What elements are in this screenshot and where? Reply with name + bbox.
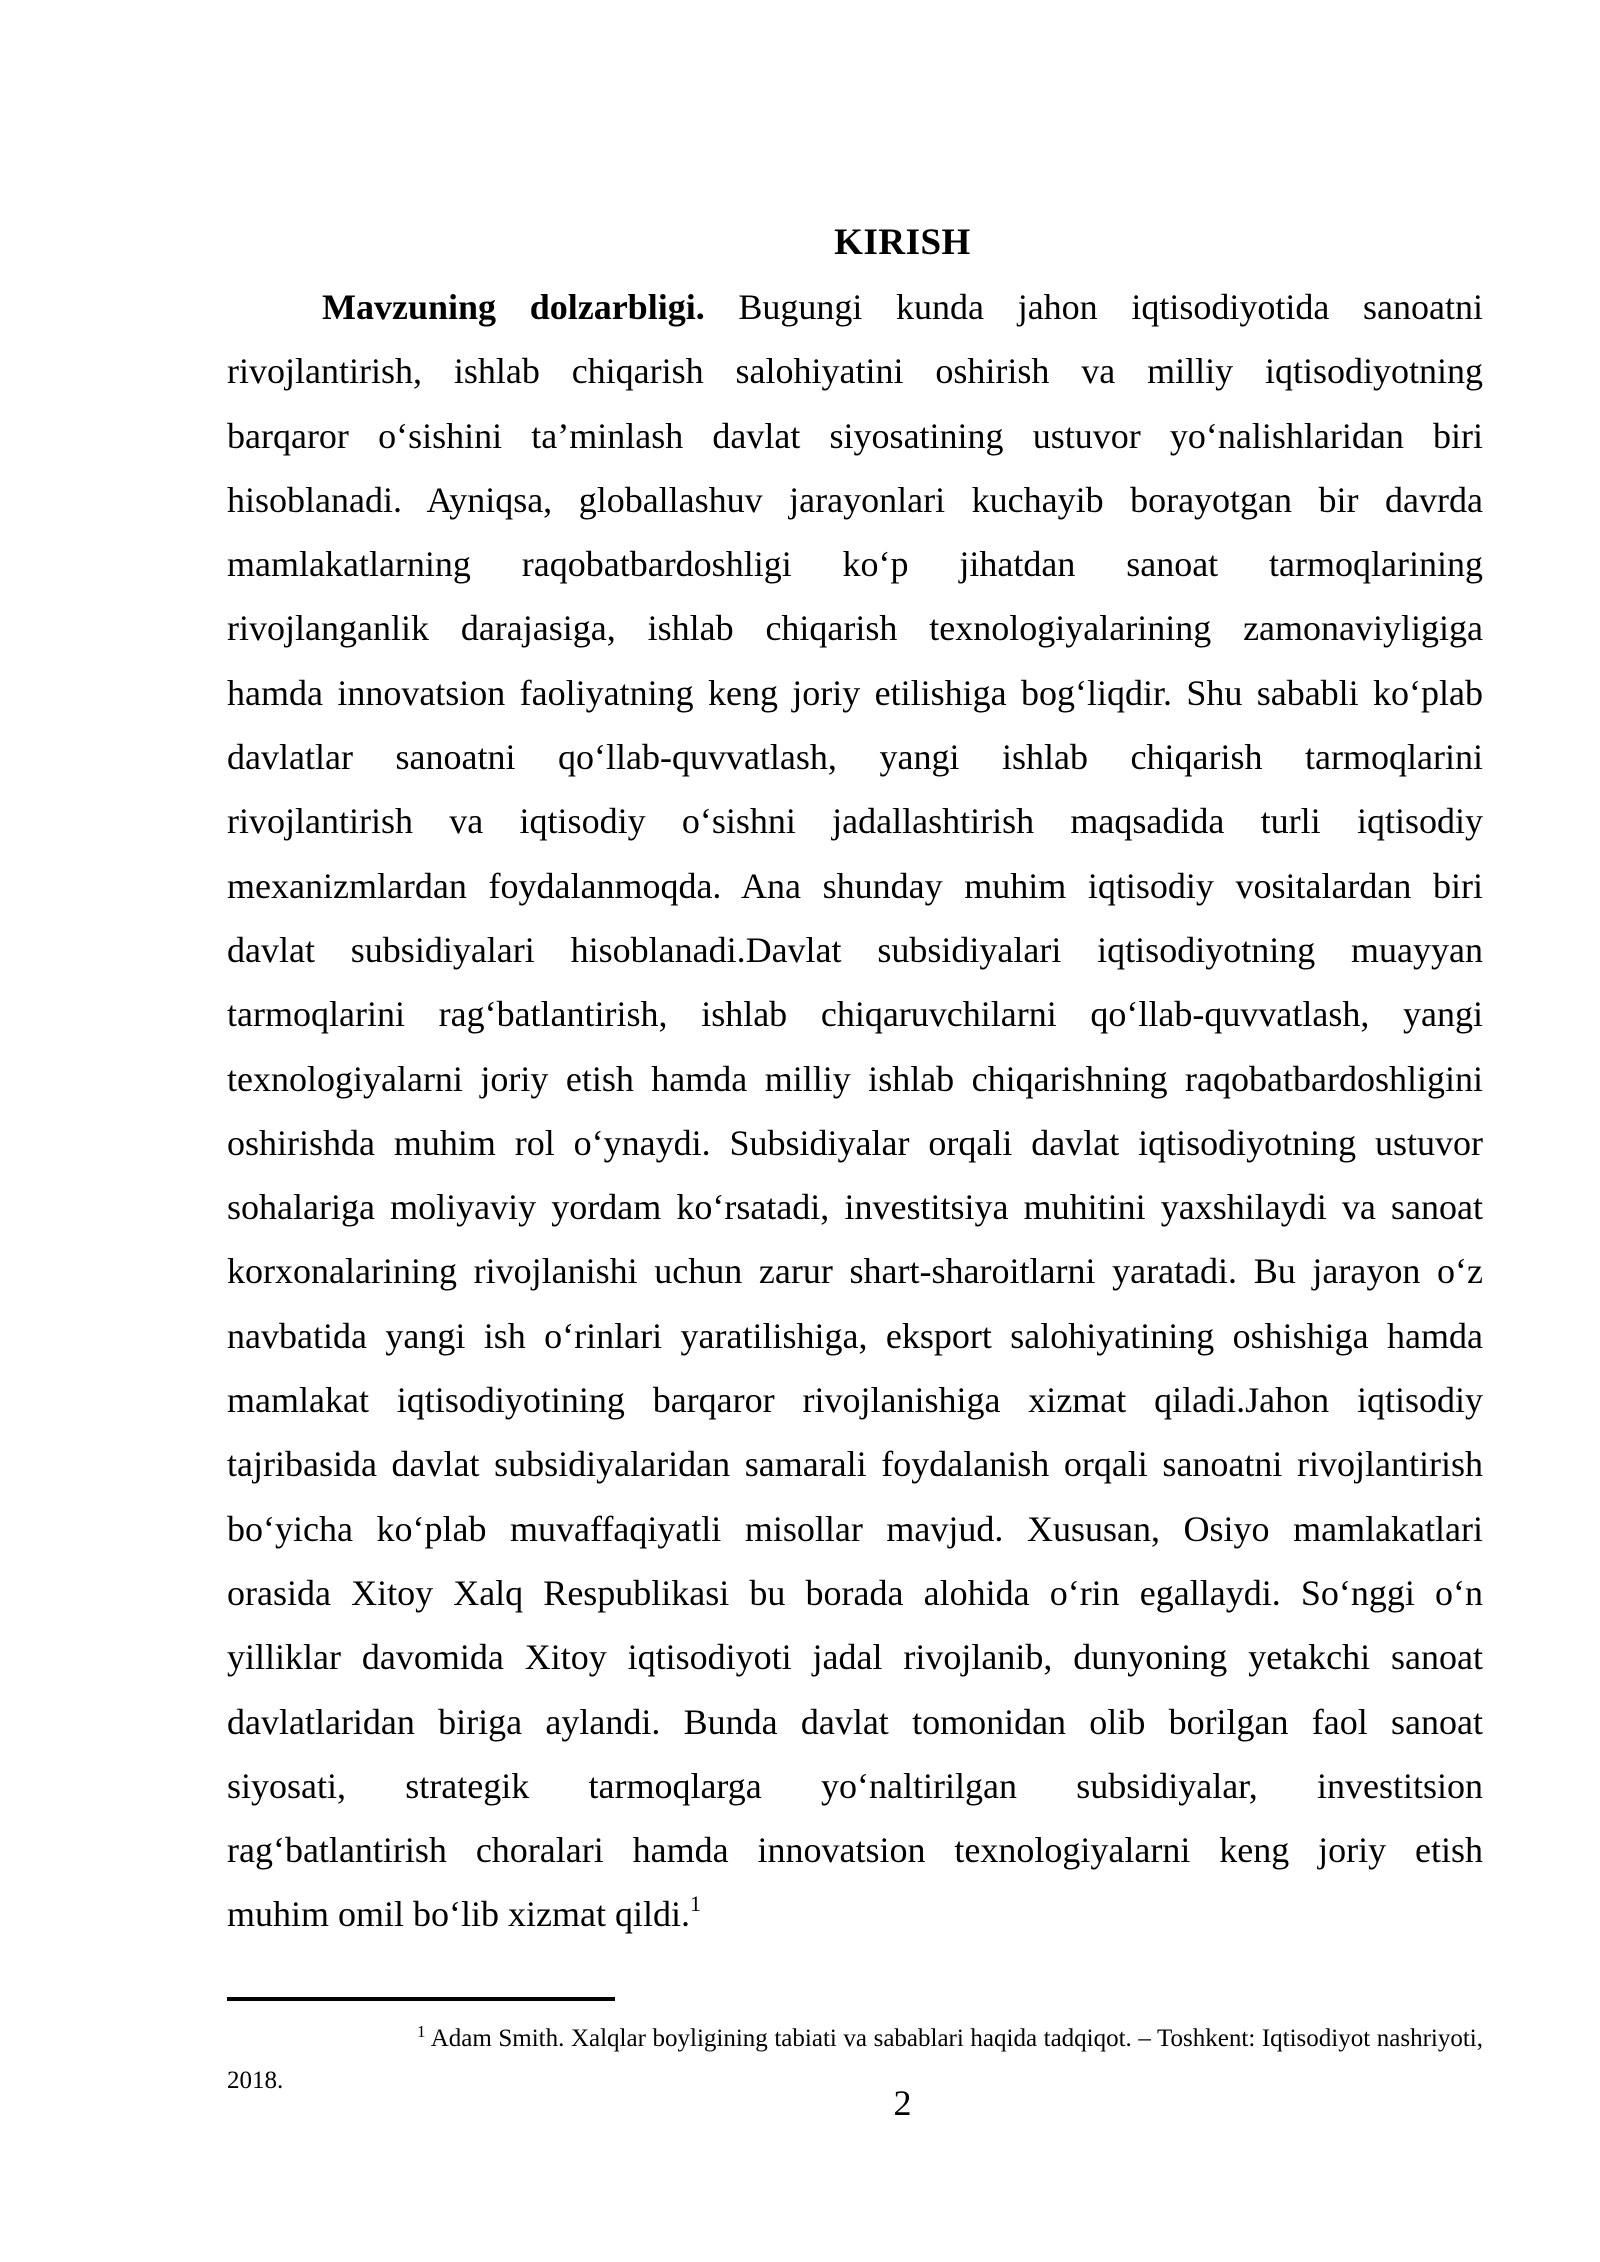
paragraph-line: rag‘batlantirish choralari hamda innovatsion texnologiyalarni keng joriy etish — [227, 1830, 1483, 1871]
paragraph-line-last: muhim omil bo‘lib xizmat qildi.1 — [227, 1891, 701, 1935]
paragraph-line: texnologiyalarni joriy etish hamda milliy ishlab chiqarishning raqobatbardoshligini — [227, 1058, 1483, 1099]
first-line-rest: Bugungi kunda jahon iqtisodiyotida sanoatni — [738, 287, 1483, 327]
footnote-text: Adam Smith. Xalqlar boyligining tabiati va sabablari haqida tadqiqot. – Toshkent: Iqtisodiyot nashriyoti, — [430, 2025, 1483, 2052]
paragraph-line: hamda innovatsion faoliyatning keng joriy etilishiga bog‘liqdir. Shu sababli ko‘plab — [227, 672, 1483, 713]
page-title: KIRISH — [834, 222, 971, 263]
paragraph-line: hisoblanadi. Ayniqsa, globallashuv jarayonlari kuchayib borayotgan bir davrda — [227, 479, 1483, 520]
intro-paragraph — [227, 275, 1483, 1947]
paragraph-line: oshirishda muhim rol o‘ynaydi. Subsidiyalar orqali davlat iqtisodiyotning ustuvor — [227, 1122, 1483, 1163]
paragraph-line: mamlakat iqtisodiyotining barqaror rivojlanishiga xizmat qiladi.Jahon iqtisodiy — [227, 1380, 1483, 1421]
paragraph-line: mamlakatlarning raqobatbardoshligi ko‘p jihatdan sanoat tarmoqlarining — [227, 544, 1483, 585]
paragraph-line: navbatida yangi ish o‘rinlari yaratilishiga, eksport salohiyatining oshishiga hamda — [227, 1315, 1483, 1356]
bold-lead: Mavzuning dolzarbligi. — [322, 287, 705, 327]
paragraph-line: korxonalarining rivojlanishi uchun zarur shart-sharoitlarni yaratadi. Bu jarayon o‘z — [227, 1251, 1483, 1292]
paragraph-line: orasida Xitoy Xalq Respublikasi bu borada alohida o‘rin egallaydi. So‘nggi o‘n — [227, 1572, 1483, 1613]
paragraph-line-first — [227, 275, 1483, 339]
footnote-line-2: 2018. — [227, 2067, 284, 2094]
footnote-separator — [227, 1997, 615, 2001]
paragraph-line: mexanizmlardan foydalanmoqda. Ana shunday muhim iqtisodiy vositalardan biri — [227, 865, 1483, 906]
paragraph-line: barqaror o‘sishini ta’minlash davlat siyosatining ustuvor yo‘nalishlaridan biri — [227, 415, 1483, 456]
footnote-line-1: 1 Adam Smith. Xalqlar boyligining tabiati va sabablari haqida tadqiqot. – Toshkent: Iqtisodiyot nashriyoti, — [417, 2022, 1483, 2052]
paragraph-line: bo‘yicha ko‘plab muvaffaqiyatli misollar mavjud. Xususan, Osiyo mamlakatlari — [227, 1508, 1483, 1549]
paragraph-line: davlat subsidiyalari hisoblanadi.Davlat subsidiyalari iqtisodiyotning muayyan — [227, 929, 1483, 970]
paragraph-line: sohalariga moliyaviy yordam ko‘rsatadi, investitsiya muhitini yaxshilaydi va sanoat — [227, 1187, 1483, 1228]
paragraph-line: rivojlanganlik darajasiga, ishlab chiqarish texnologiyalarining zamonaviyligiga — [227, 608, 1483, 649]
paragraph-line: tajribasida davlat subsidiyalaridan samarali foydalanish orqali sanoatni rivojlantirish — [227, 1444, 1483, 1485]
paragraph-line: davlatlaridan biriga aylandi. Bunda davlat tomonidan olib borilgan faol sanoat — [227, 1701, 1483, 1742]
last-line-text: muhim omil bo‘lib xizmat qildi. — [227, 1894, 690, 1935]
paragraph-line: rivojlantirish va iqtisodiy o‘sishni jadallashtirish maqsadida turli iqtisodiy — [227, 801, 1483, 842]
paragraph-line: siyosati, strategik tarmoqlarga yo‘naltirilgan subsidiyalar, investitsion — [227, 1765, 1483, 1806]
paragraph-line: tarmoqlarini rag‘batlantirish, ishlab chiqaruvchilarni qo‘llab-quvvatlash, yangi — [227, 994, 1483, 1035]
paragraph-line: yilliklar davomida Xitoy iqtisodiyoti jadal rivojlanib, dunyoning yetakchi sanoat — [227, 1637, 1483, 1678]
paragraph-line: rivojlantirish, ishlab chiqarish salohiyatini oshirish va milliy iqtisodiyotning — [227, 351, 1483, 392]
paragraph-line: davlatlar sanoatni qo‘llab-quvvatlash, yangi ishlab chiqarish tarmoqlarini — [227, 737, 1483, 778]
page-number: 2 — [893, 2083, 912, 2123]
